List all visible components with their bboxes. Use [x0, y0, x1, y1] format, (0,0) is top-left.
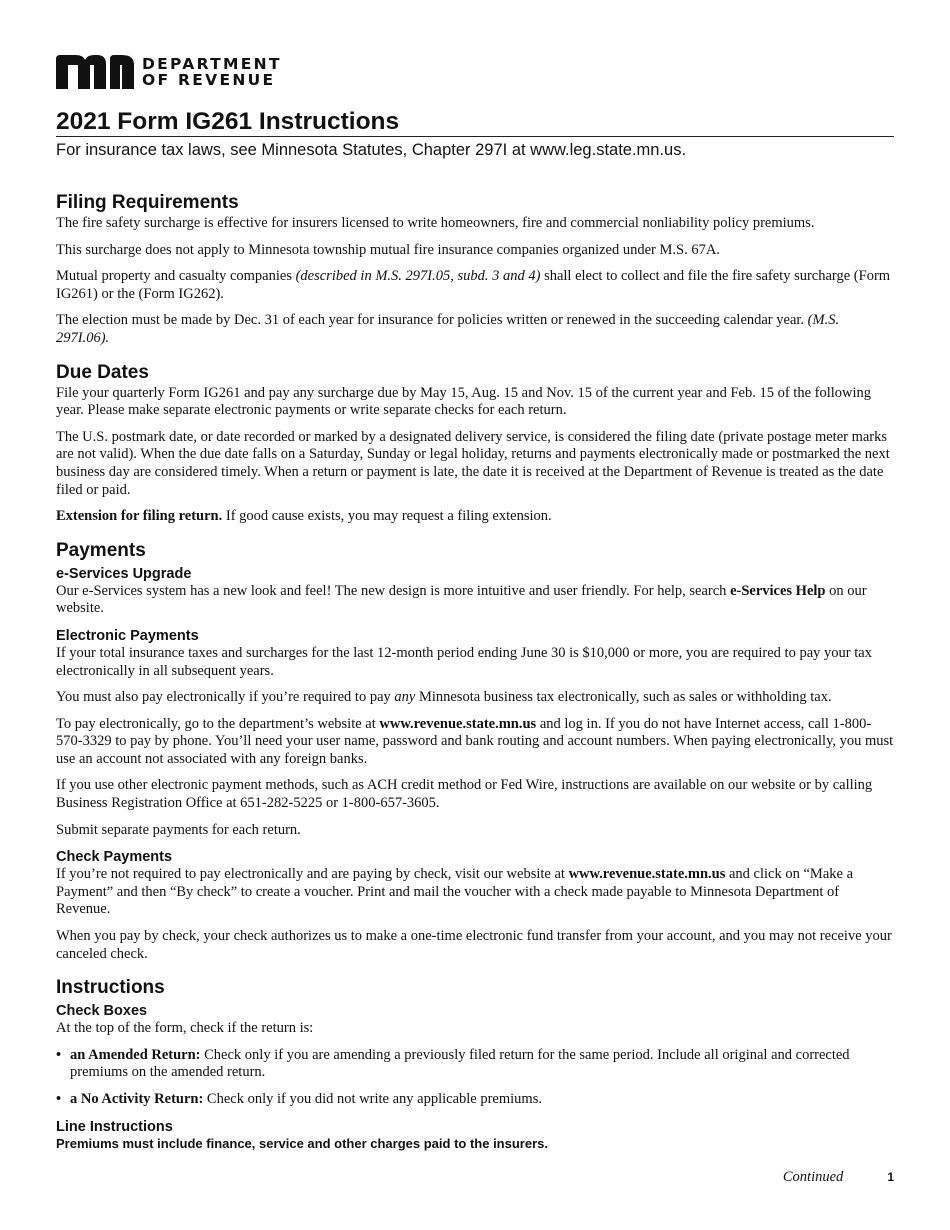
check-boxes-heading: Check Boxes: [56, 1003, 148, 1020]
mn-logo-icon: [56, 55, 134, 89]
payments-heading: Payments: [56, 539, 146, 561]
filing-p3-text-a: Mutual property and casualty companies: [56, 268, 296, 285]
instructions-section: [56, 976, 894, 1151]
no-activity-text: Check only if you did not write any applicable premiums.: [203, 1091, 542, 1107]
filing-paragraph-1: The fire safety surcharge is effective for insurers licensed to write homeowners, fire and commercial nonliability policy premiums.: [56, 215, 815, 231]
filing-p4-citation: (M.S. 297I.06).: [56, 312, 840, 346]
eservices-help-term: e-Services Help: [730, 582, 826, 599]
eservices-text-c: on our website.: [56, 582, 867, 617]
list-item-amended: [56, 1047, 894, 1082]
due-dates-section: [56, 361, 894, 526]
check-website-link: www.revenue.state.mn.us: [568, 866, 726, 883]
list-item-no-activity: [56, 1091, 894, 1109]
filing-paragraph-4: [56, 312, 894, 347]
due-paragraph-3: [56, 508, 894, 526]
instructions-heading: Instructions: [56, 977, 165, 999]
line-instructions-note: Premiums must include finance, service and other charges paid to the insurers.: [56, 1135, 548, 1151]
logo-line-1: DEPARTMENT: [142, 55, 282, 73]
continued-label: Continued: [782, 1169, 844, 1185]
filing-p3-text-c: shall elect to collect and file the fire safety surcharge (Form IG261) or the (Form IG262).: [56, 268, 891, 302]
filing-paragraph-2: This surcharge does not apply to Minnesota township mutual fire insurance companies organized under M.S. 67A.: [56, 241, 720, 258]
check-p1-text-c: and click on “Make a Payment” and then “By check” to create a voucher. Print and mail the voucher with a check made payable to Minnesota Department of Revenue.: [56, 866, 854, 918]
filing-requirements-heading: Filing Requirements: [56, 192, 239, 213]
logo-text: [142, 56, 282, 88]
check-paragraph-2: When you pay by check, your check authorizes us to make a one-time electronic fund transfer from your account, and you may not receive your canceled check.: [56, 928, 892, 962]
electronic-p2-text-c: Minnesota business tax electronically, such as sales or withholding tax.: [415, 689, 832, 706]
electronic-p3-text-c: and log in. If you do not have Internet access, call 1-800-570-3329 to pay by phone. You’ll need your user name, password and bank routing and account numbers. When paying electronically, you must use an account not associated with any foreign banks.: [56, 715, 894, 767]
extension-label: Extension for filing return.: [56, 508, 223, 525]
electronic-p2-text-a: You must also pay electronically if you’re required to pay: [56, 689, 395, 706]
amended-label: an Amended Return:: [70, 1046, 201, 1063]
electronic-paragraph-3: [56, 716, 894, 769]
page-title: 2021 Form IG261 Instructions: [56, 108, 894, 137]
electronic-paragraph-4: If you use other electronic payment methods, such as ACH credit method or Fed Wire, instructions are available on our website or by calling Business Registration Office at 651-282-5225 or 1-800-657-3605.: [56, 777, 873, 812]
electronic-paragraph-1: If your total insurance taxes and surcharges for the last 12-month period ending June 30 is $10,000 or more, you are required to pay your tax electronically in all subsequent years.: [56, 644, 872, 679]
electronic-p3-text-a: To pay electronically, go to the department’s website at: [56, 715, 380, 732]
line-instructions-heading: Line Instructions: [56, 1118, 173, 1135]
filing-p3-citation: (described in M.S. 297I.05, subd. 3 and 4): [295, 268, 541, 285]
electronic-paragraph-2: [56, 689, 894, 707]
check-payments-heading: Check Payments: [56, 849, 173, 866]
title-block: [56, 108, 894, 161]
document-body: [56, 191, 894, 1152]
amended-text: Check only if you are amending a previously filed return for the same period. Include all original and corrected premiums on the amended return.: [70, 1046, 850, 1081]
due-dates-heading: Due Dates: [56, 361, 149, 383]
check-p1-text-a: If you’re not required to pay electronically and are paying by check, visit our website at: [56, 866, 569, 883]
check-paragraph-1: [56, 866, 894, 919]
check-boxes-list: [56, 1047, 894, 1109]
filing-paragraph-3: [56, 268, 894, 303]
electronic-p2-any: any: [394, 689, 416, 706]
filing-requirements-section: [56, 191, 894, 348]
eservices-paragraph: [56, 583, 894, 618]
revenue-website-link: www.revenue.state.mn.us: [379, 715, 537, 732]
no-activity-label: a No Activity Return:: [70, 1091, 204, 1107]
due-paragraph-2: The U.S. postmark date, or date recorded or marked by a designated delivery service, is considered the filing date (private postage meter marks are not valid). When the due date falls on a Saturday, Sunday or legal holiday, returns and payments electronically made or postmarked the next business day are considered timely. When a return or payment is late, the date it is received at the Department of Revenue is treated as the date filed or paid.: [56, 428, 890, 498]
due-paragraph-1: File your quarterly Form IG261 and pay any surcharge due by May 15, Aug. 15 and Nov. 15 of the current year and Feb. 15 of the following year. Please make separate electronic payments or write separate checks for each return.: [56, 384, 872, 419]
mn-revenue-logo: [56, 55, 282, 89]
page-number: 1: [887, 1170, 894, 1184]
eservices-text-a: Our e-Services system has a new look and feel! The new design is more intuitive and user friendly. For help, search: [56, 582, 731, 599]
eservices-heading: e-Services Upgrade: [56, 565, 192, 582]
payments-section: [56, 539, 894, 964]
check-boxes-intro: At the top of the form, check if the return is:: [56, 1020, 314, 1037]
filing-p4-text-a: The election must be made by Dec. 31 of each year for insurance for policies written or renewed in the succeeding calendar year.: [56, 312, 808, 329]
electronic-payments-heading: Electronic Payments: [56, 627, 199, 644]
page-subtitle: For insurance tax laws, see Minnesota Statutes, Chapter 297I at www.leg.state.mn.us.: [56, 141, 687, 159]
bullet-icon: •: [56, 1046, 62, 1063]
page-footer: [783, 1169, 894, 1186]
electronic-paragraph-5: Submit separate payments for each return.: [56, 821, 301, 838]
bullet-icon: •: [56, 1091, 62, 1107]
extension-text: If good cause exists, you may request a filing extension.: [222, 508, 552, 525]
logo-line-2: OF REVENUE: [142, 71, 276, 89]
